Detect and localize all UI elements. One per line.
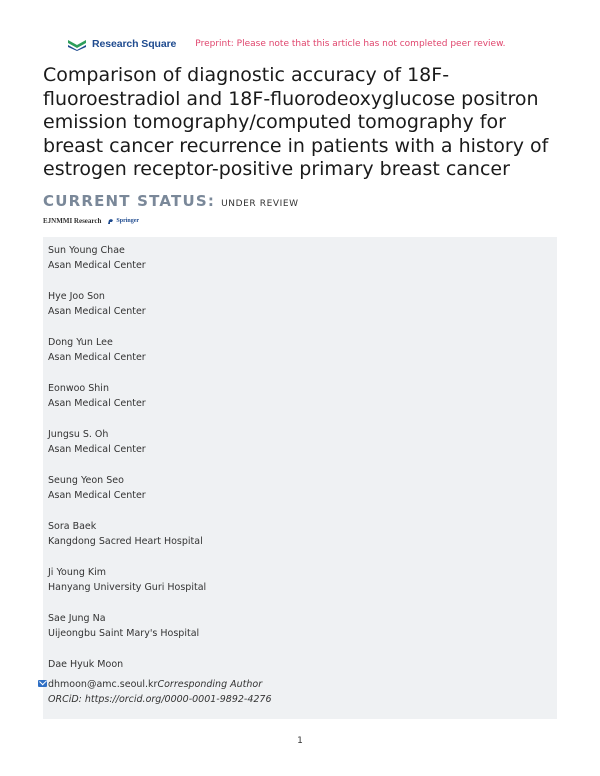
article-title: Comparison of diagnostic accuracy of 18F-fluoroestradiol and 18F-fluorodeoxyglucose positron emission tomography/computed tomography for breast cancer recurrence in patients with a history of estrogen receptor-positive primary breast cancer [43,64,549,180]
author-name: Sae Jung Na [48,613,106,624]
springer-horse-icon [107,218,114,225]
author-item [48,657,123,672]
publisher-name: Springer [116,218,140,224]
author-email[interactable]: dhmoon@amc.seoul.kr [48,679,158,690]
author-affiliation: Asan Medical Center [48,444,146,455]
author-affiliation: Asan Medical Center [48,352,146,363]
author-affiliation: Hanyang University Guri Hospital [48,582,207,593]
author-item [48,473,146,503]
status-value: UNDER REVIEW [221,199,299,209]
author-item [48,427,146,457]
author-name: Sun Young Chae [48,245,125,256]
author-name: Dae Hyuk Moon [48,659,124,670]
page-number: 1 [297,736,303,746]
author-affiliation: Asan Medical Center [48,306,146,317]
author-list [43,237,557,719]
author-item [48,335,146,365]
author-item [48,611,199,641]
research-square-logo[interactable] [67,37,176,51]
preprint-notice: Preprint: Please note that this article has not completed peer review. [195,39,506,49]
corresponding-author-label: Corresponding Author [157,679,263,690]
author-affiliation: Asan Medical Center [48,398,146,409]
author-name: Dong Yun Lee [48,337,113,348]
author-name: Ji Young Kim [48,567,107,578]
author-name: Seung Yeon Seo [48,475,124,486]
author-name: Eonwoo Shin [48,383,109,394]
corresponding-contact [48,677,272,707]
preprint-header [67,34,560,54]
mail-icon [38,680,47,687]
journal-info [43,217,139,225]
author-item [48,381,146,411]
author-affiliation: Asan Medical Center [48,490,146,501]
author-item [48,243,146,273]
orcid-link[interactable]: ORCiD: https://orcid.org/0000-0001-9892-4276 [48,694,272,705]
author-item [48,289,146,319]
springer-logo [107,218,139,225]
author-item [48,565,206,595]
research-square-logo-icon [67,37,87,51]
author-item [48,519,203,549]
author-affiliation: Kangdong Sacred Heart Hospital [48,536,203,547]
author-name: Hye Joo Son [48,291,105,302]
status-label: CURRENT STATUS: [43,192,216,210]
logo-text: Research Square [92,38,177,50]
author-name: Jungsu S. Oh [48,429,109,440]
author-name: Sora Baek [48,521,97,532]
current-status [43,192,299,210]
journal-name: EJNMMI Research [43,217,102,225]
author-affiliation: Uijeongbu Saint Mary's Hospital [48,628,200,639]
author-affiliation: Asan Medical Center [48,260,146,271]
